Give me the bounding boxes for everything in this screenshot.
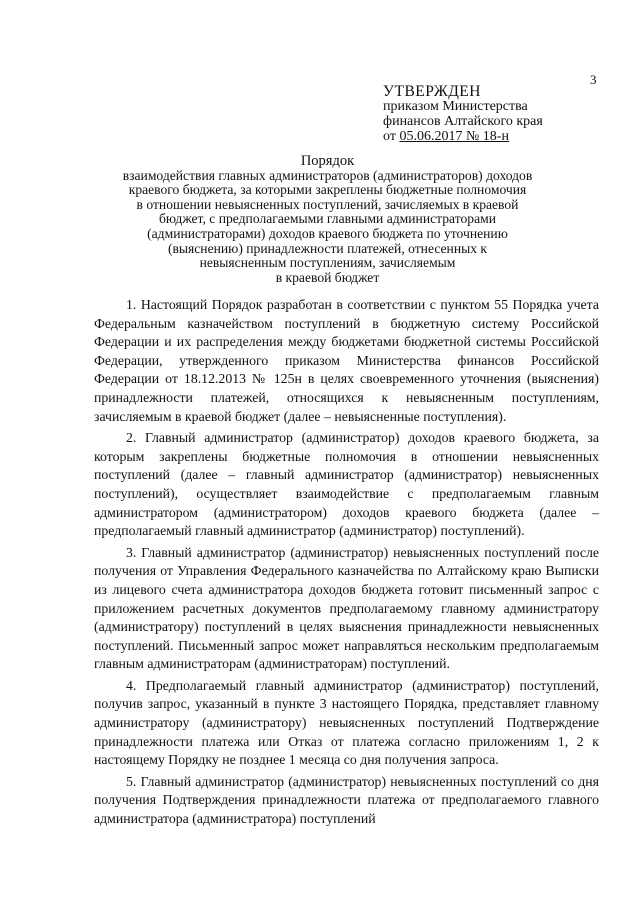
approval-date-line — [383, 129, 613, 144]
paragraph-3: 3. Главный администратор (администратор) невыясненных поступлений после получения от Управления Федерального казначейства по Алтайскому краю Выписки из лицевого счета администратора доходов бюджета готовит письменный запрос с приложением расчетных документов предполагаемому главному администратору (администратору) поступлений в целях выяснения принадлежности невыясненных поступлений. Письменный запрос может направляться нескольким предполагаемым главным администраторам (администраторам) поступлений. — [94, 544, 599, 672]
approval-date-prefix: от — [383, 129, 400, 144]
approved-heading: УТВЕРЖДЕН — [383, 83, 481, 100]
title-line: невыясненным поступлениям, зачисляемым — [199, 255, 456, 271]
approval-line-2: финансов Алтайского края — [383, 114, 543, 129]
title-line: бюджет, с предполагаемыми главными администраторами — [159, 211, 496, 227]
title-main: Порядок — [300, 153, 355, 169]
page-number: 3 — [590, 72, 597, 87]
title-line: в краевой бюджет — [275, 269, 380, 285]
approval-number: 18-н — [482, 129, 509, 144]
title-line: в отношении невыясненных поступлений, зачисляемых в краевой — [136, 196, 519, 212]
title-line: (администраторами) доходов краевого бюджета по уточнению — [147, 225, 508, 241]
title-line: взаимодействия главных администраторов (администраторов) доходов — [122, 167, 533, 183]
approval-date: 05.06.2017 — [399, 129, 463, 144]
document-title — [110, 154, 545, 285]
paragraph-5: 5. Главный администратор (администратор) невыясненных поступлений со дня получения Подтверждения принадлежности платежа от предполагаемого главного администратора (администратора) поступлений — [94, 773, 599, 827]
title-line: (выяснению) принадлежности платежей, отнесенных к — [167, 240, 488, 256]
document-body — [94, 296, 599, 829]
paragraph-1: 1. Настоящий Порядок разработан в соответствии с пунктом 55 Порядка учета Федеральным казначейством поступлений в бюджетную систему Российской Федерации и их распределения между бюджетами бюджетной системы Российской Федерации, утвержденного приказом Министерства финансов Российской Федерации от 18.12.2013 № 125н в целях своевременного уточнения (выяснения) принадлежности платежей, относящихся к невыясненным поступлениям, зачисляемым в краевой бюджет (далее – невыясненные поступления). — [94, 297, 599, 424]
paragraph-4: 4. Предполагаемый главный администратор (администратор) поступлений, получив запрос, указанный в пункте 3 настоящего Порядка, представляет главному администратору (администратору) невыясненных поступлений Подтверждение принадлежности платежа или Отказ от платежа согласно приложениям 1, 2 к настоящему Порядку не позднее 1 месяца со дня получения запроса. — [94, 677, 599, 768]
approval-stamp — [383, 84, 613, 144]
approval-line-1: приказом Министерства — [383, 99, 528, 114]
paragraph-2: 2. Главный администратор (администратор) доходов краевого бюджета, за которым закреплены бюджетные полномочия в отношении невыясненных поступлений (далее – главный администратор (администратор) невыясненных поступлений), осуществляет взаимодействие с предполагаемым главным администратором (администратором) доходов краевого бюджета (далее – предполагаемый главный администратор (администратор) поступлений). — [94, 430, 599, 539]
title-line: краевого бюджета, за которыми закреплены бюджетные полномочия — [128, 182, 527, 198]
approval-number-sign: № — [462, 129, 483, 144]
